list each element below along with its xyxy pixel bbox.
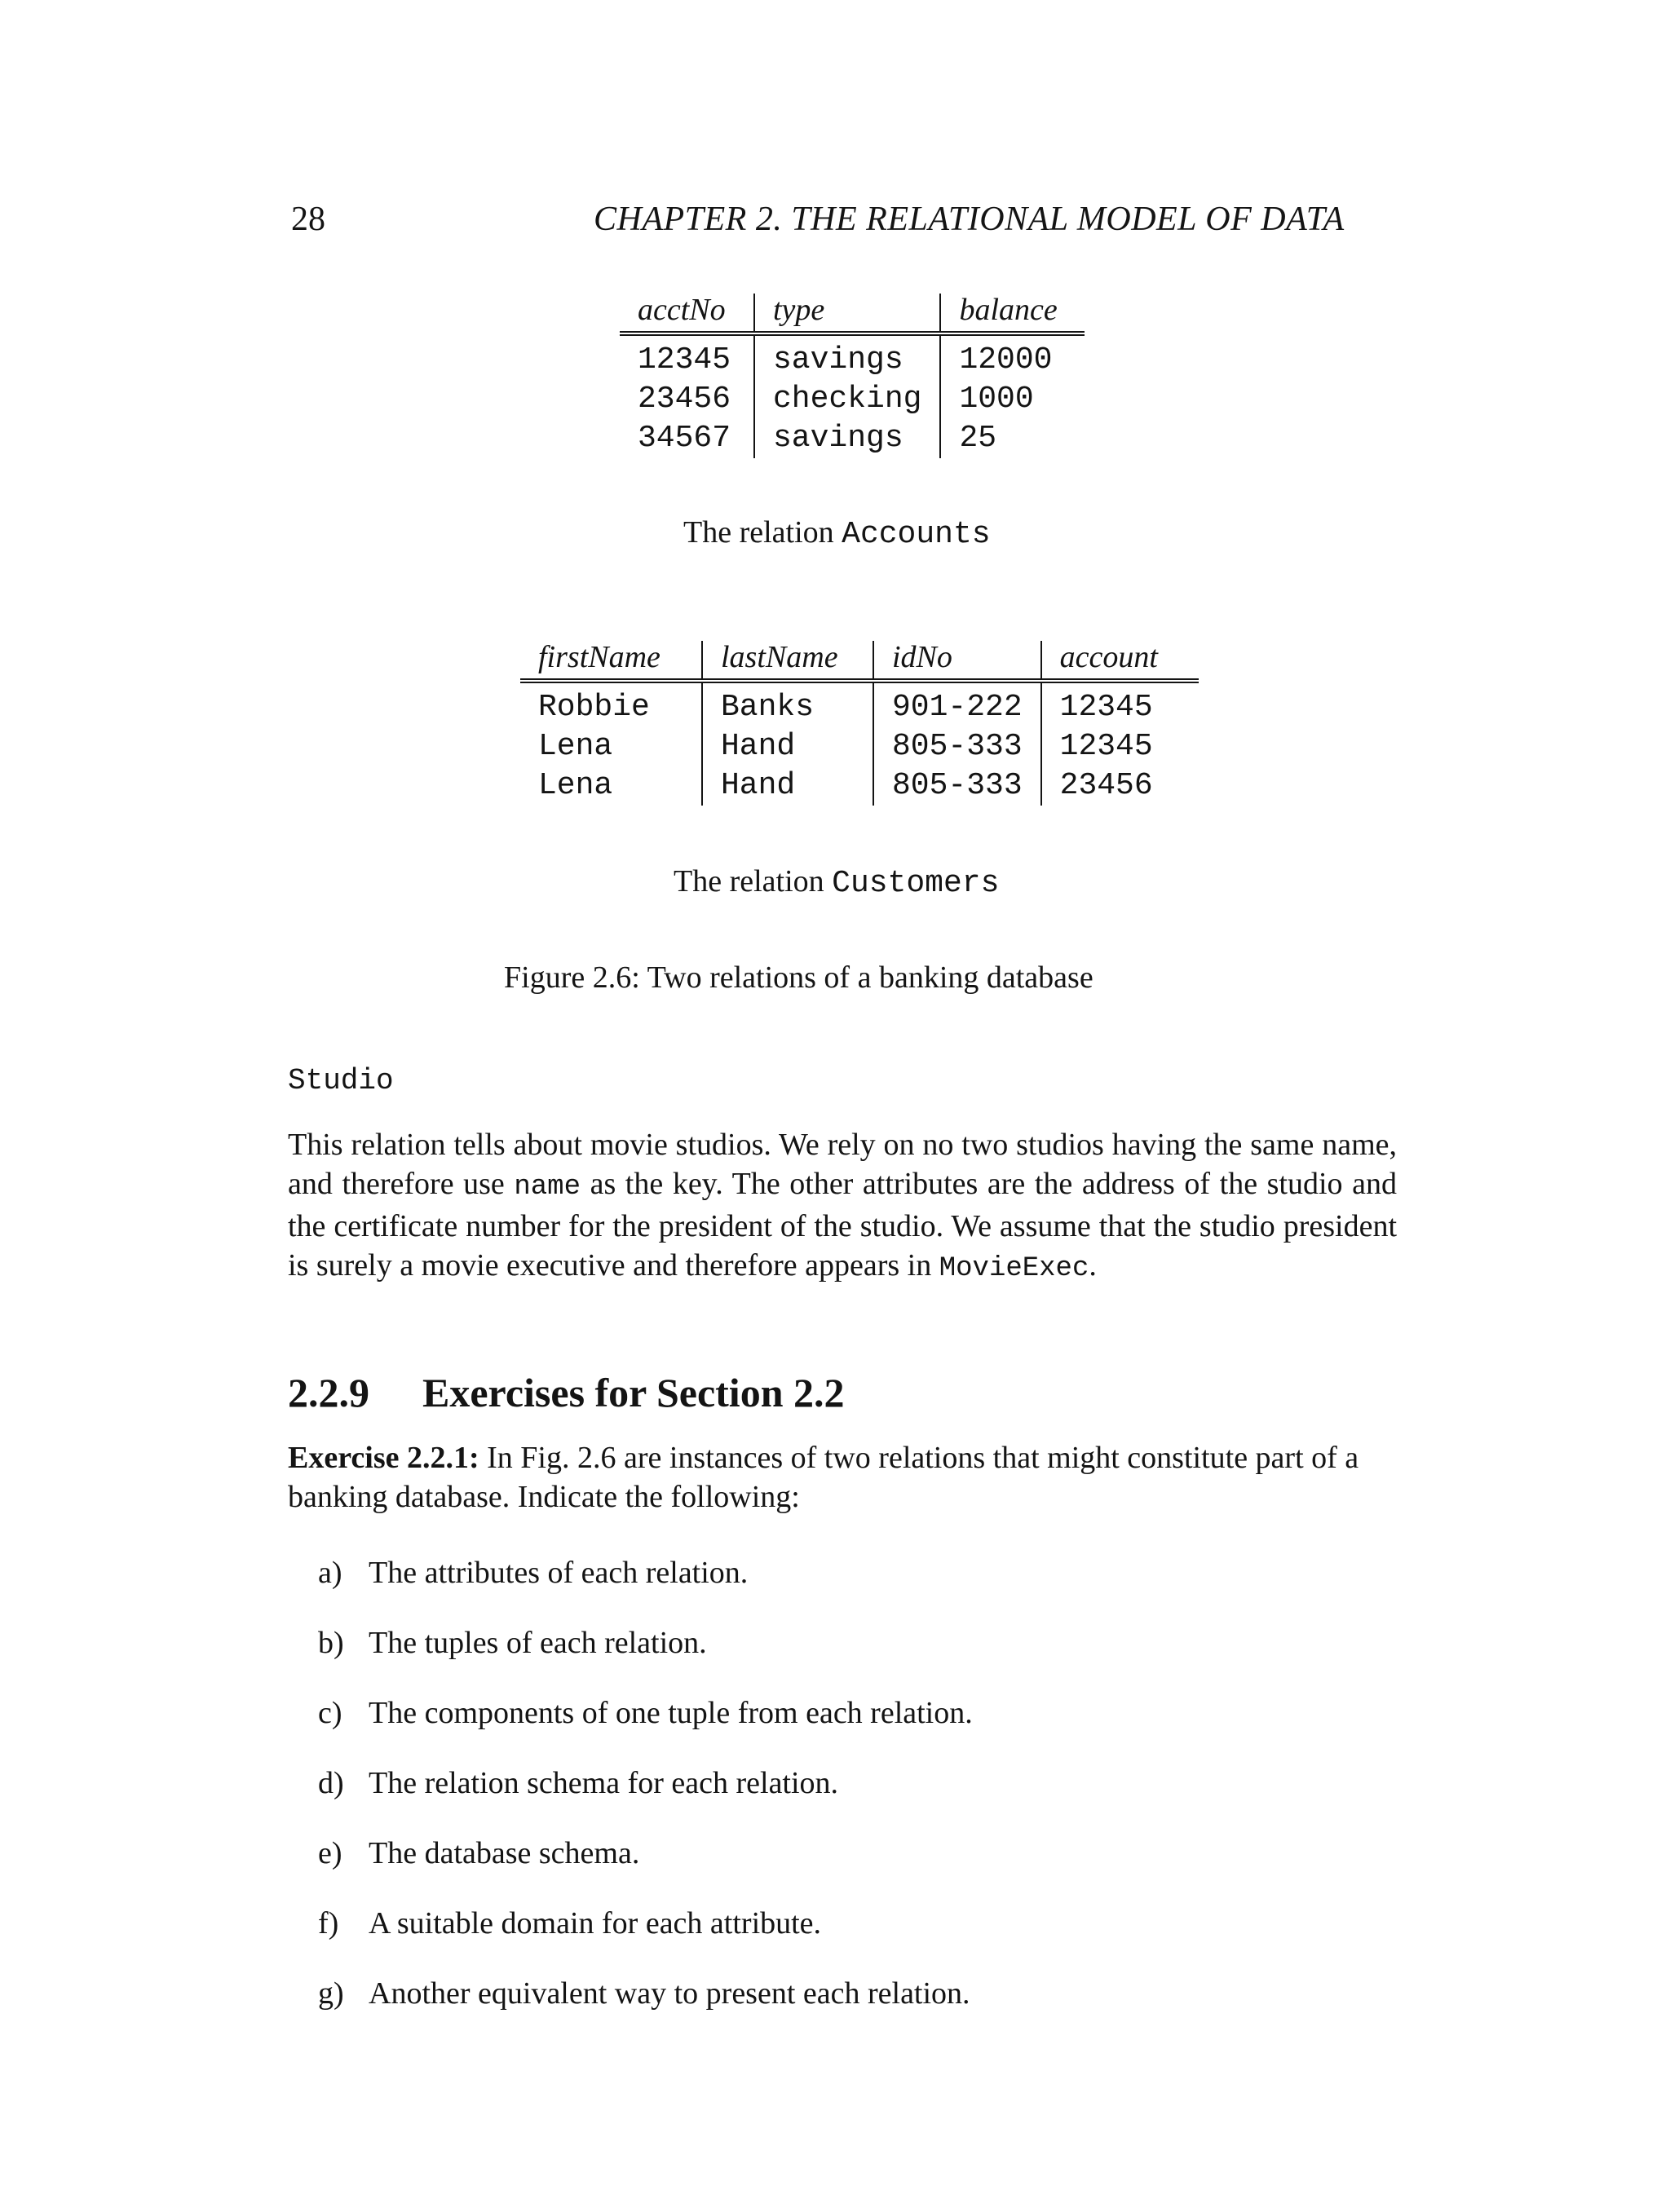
- table-cell: 901-222: [873, 681, 1041, 727]
- list-item-text: The attributes of each relation.: [369, 1556, 749, 1590]
- table-cell: 12345: [638, 342, 731, 377]
- table-cell: savings: [754, 333, 940, 380]
- table-row: [620, 333, 1085, 380]
- list-item-text: A suitable domain for each attribute.: [369, 1906, 822, 1940]
- list-item-text: The database schema.: [369, 1836, 640, 1870]
- table-row: [620, 380, 1085, 419]
- table-cell: 12345: [1041, 681, 1199, 727]
- page-number: 28: [291, 201, 325, 238]
- list-item: [318, 1838, 973, 1908]
- table-row: [520, 766, 1199, 806]
- relation-name: Customers: [832, 866, 1000, 901]
- table-cell: 12000: [940, 333, 1085, 380]
- inline-code: MovieExec: [939, 1253, 1089, 1284]
- list-item: [318, 1768, 973, 1838]
- table-cell: Hand: [702, 727, 873, 766]
- list-item: [318, 1627, 973, 1698]
- list-item: [318, 1908, 973, 1978]
- figure-caption: Figure 2.6: Two relations of a banking database: [504, 960, 1093, 995]
- table-cell: 34567: [638, 421, 731, 456]
- running-head: CHAPTER 2. THE RELATIONAL MODEL OF DATA: [594, 201, 1345, 238]
- column-header: lastName: [702, 641, 873, 681]
- table-cell: Hand: [702, 766, 873, 806]
- list-marker: e): [318, 1836, 342, 1870]
- section-heading: [288, 1372, 845, 1413]
- list-item-text: The relation schema for each relation.: [369, 1766, 839, 1800]
- list-marker: c): [318, 1696, 342, 1730]
- customers-caption: [674, 866, 999, 899]
- caption-prefix: The relation: [683, 515, 842, 550]
- table-cell: 23456: [638, 382, 731, 417]
- list-marker: b): [318, 1626, 344, 1660]
- studio-paragraph: [288, 1125, 1397, 1288]
- section-title: Exercises for Section 2.2: [422, 1370, 845, 1415]
- table-cell: 25: [940, 419, 1085, 458]
- exercise-label: Exercise 2.2.1:: [288, 1441, 479, 1475]
- list-marker: a): [318, 1556, 342, 1590]
- column-header: type: [754, 294, 940, 333]
- column-header: account: [1041, 641, 1199, 681]
- inline-code: name: [514, 1172, 581, 1203]
- table-cell: 805-333: [873, 727, 1041, 766]
- table-row: [520, 727, 1199, 766]
- list-item: [318, 1557, 973, 1627]
- paragraph-text: .: [1089, 1248, 1097, 1283]
- customers-table: [520, 641, 1199, 806]
- list-item: [318, 1978, 973, 2048]
- column-header: idNo: [873, 641, 1041, 681]
- column-header: acctNo: [620, 294, 754, 333]
- paragraph-text: This relation tells about movie studios. We rely on no two studios having the same name, and therefore use: [288, 1128, 1397, 1201]
- list-marker: g): [318, 1976, 344, 2011]
- column-header: firstName: [520, 641, 702, 681]
- relation-name: Accounts: [842, 517, 991, 552]
- studio-heading: Studio: [288, 1064, 394, 1097]
- table-cell: 23456: [1041, 766, 1199, 806]
- section-number: 2.2.9: [288, 1370, 369, 1415]
- column-header: balance: [940, 294, 1085, 333]
- table-cell: Robbie: [538, 690, 650, 725]
- table-cell: checking: [754, 380, 940, 419]
- table-header-row: [620, 294, 1085, 333]
- list-item: [318, 1698, 973, 1768]
- table-cell: Banks: [702, 681, 873, 727]
- table-row: [620, 419, 1085, 458]
- exercise-text: In Fig. 2.6 are instances of two relations that might constitute part of a banking database. Indicate the following:: [288, 1441, 1359, 1514]
- list-item-text: The tuples of each relation.: [369, 1626, 707, 1660]
- paragraph-text: as the key. The other attributes are the address of the studio and the certificate number for the president of the studio. We assume that the studio president is surely a movie executive and therefore appears in: [288, 1167, 1397, 1283]
- table-cell: 12345: [1041, 727, 1199, 766]
- list-item-text: The components of one tuple from each relation.: [369, 1696, 973, 1730]
- list-marker: d): [318, 1766, 344, 1800]
- exercise-paragraph: [288, 1438, 1397, 1517]
- table-cell: savings: [754, 419, 940, 458]
- list-item-text: Another equivalent way to present each relation.: [369, 1976, 970, 2011]
- exercise-list: [318, 1557, 973, 2048]
- table-cell: Lena: [538, 768, 613, 803]
- accounts-caption: [683, 517, 991, 550]
- table-cell: 805-333: [873, 766, 1041, 806]
- table-row: [520, 681, 1199, 727]
- table-header-row: [520, 641, 1199, 681]
- accounts-table: [620, 294, 1085, 458]
- table-cell: 1000: [940, 380, 1085, 419]
- table-cell: Lena: [538, 729, 613, 764]
- list-marker: f): [318, 1906, 339, 1940]
- caption-prefix: The relation: [674, 864, 833, 898]
